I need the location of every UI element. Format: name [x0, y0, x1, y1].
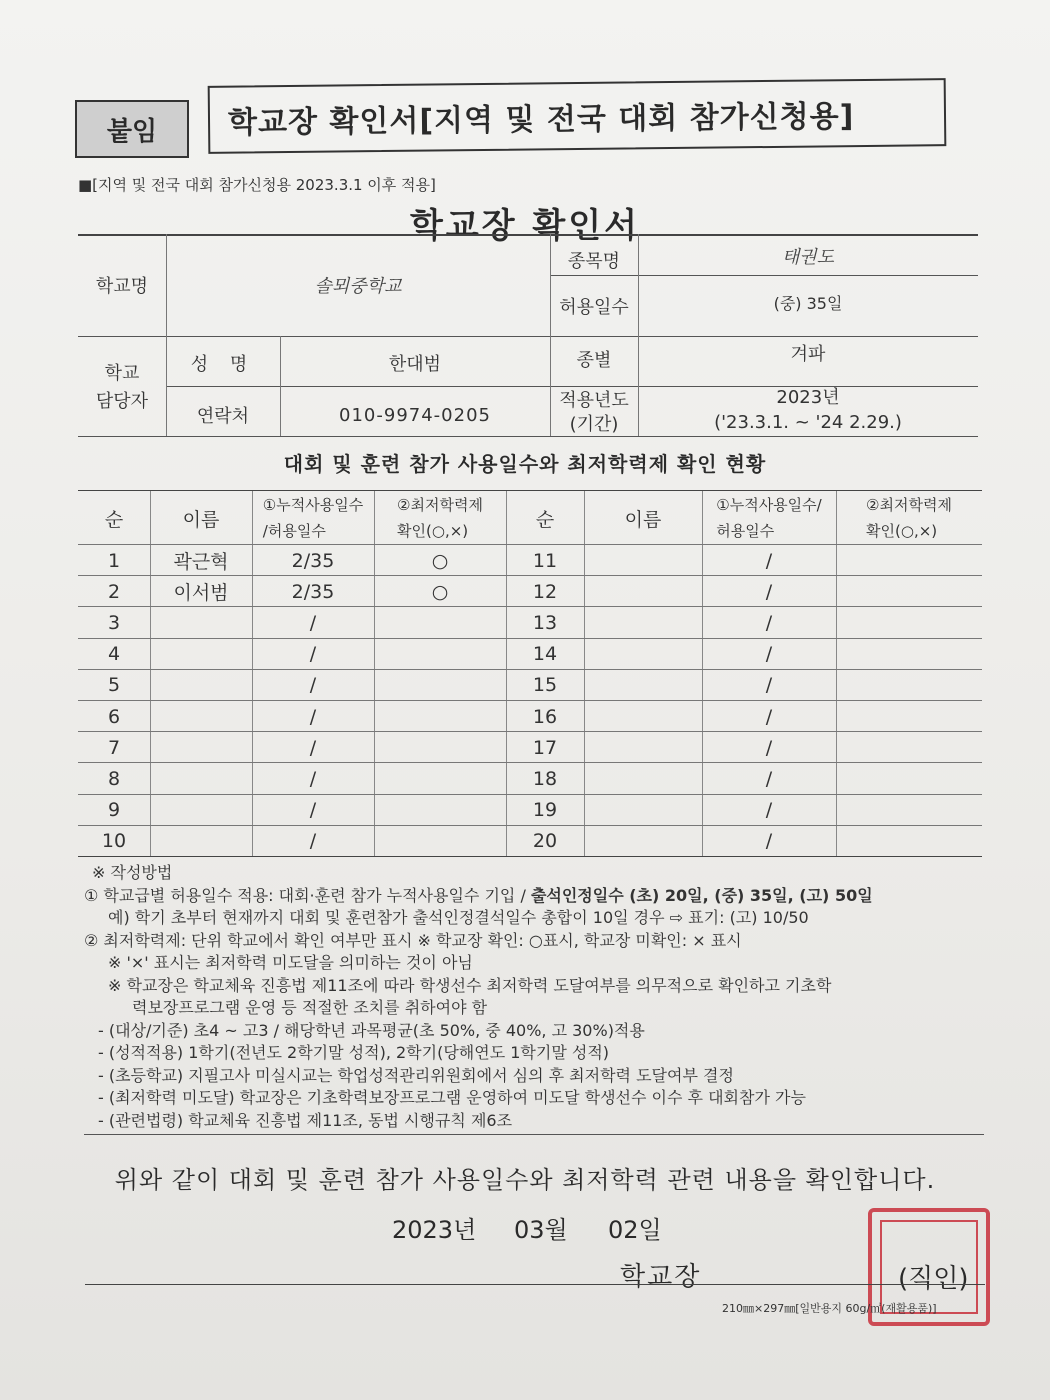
confirmation-statement: 위와 같이 대회 및 훈련 참가 사용일수와 최저학력 관련 내용을 확인합니다. [114, 1166, 936, 1194]
table-cell: / [309, 736, 317, 759]
table-cell: 11 [532, 549, 558, 572]
table-row [78, 731, 982, 763]
period-value: ('23.3.1. ~ '24 2.29.) [714, 411, 902, 433]
table-cell: 2/35 [291, 549, 335, 572]
table-cell [150, 670, 252, 701]
school-value: 솔뫼중학교 [314, 276, 402, 297]
table-cell: 19 [532, 799, 558, 822]
table-cell: 6 [107, 705, 121, 728]
table-cell: / [309, 767, 317, 790]
table-cell: 12 [532, 580, 558, 603]
table-cell [836, 732, 982, 763]
type-value: 겨파 [790, 344, 826, 365]
table-row [78, 606, 982, 638]
table-row [78, 669, 982, 701]
form-title: 학교장 확인서[지역 및 전국 대회 참가신청용] [208, 78, 947, 154]
table-cell [374, 701, 506, 732]
table-row [78, 825, 982, 857]
table-cell: ○ [431, 580, 449, 603]
table-row [78, 638, 982, 670]
table-cell [836, 639, 982, 670]
table-cell: 이서범 [173, 582, 229, 605]
table-cell [150, 732, 252, 763]
table-cell: / [765, 674, 773, 697]
table-row [78, 762, 982, 794]
detail-4: - (최저학력 미도달) 학교장은 기초학력보장프로그램 운영하여 미도달 학생선수 이수 후 대회참가 가능 [98, 1088, 806, 1107]
table-cell: 7 [107, 736, 121, 759]
attachment-tag: 붙임 [75, 100, 189, 158]
detail-3: - (초등학교) 지필고사 미실시교는 학업성적관리위원회에서 심의 후 최저학력 도달여부 결정 [98, 1065, 734, 1085]
table-cell [150, 826, 252, 857]
table-cell: / [765, 767, 773, 790]
table-cell [584, 639, 702, 670]
table-cell [584, 795, 702, 826]
detail-2: - (성적적용) 1학기(전년도 2학기말 성적), 2학기(당해연도 1학기말 성적) [98, 1043, 610, 1062]
page-title: 학교장 확인서 [410, 206, 640, 246]
table-cell [584, 545, 702, 576]
note-1-text: ① 학교급별 허용일수 적용: 대회·훈련 참가 누적사용일수 기입 / [84, 885, 531, 905]
header-cell: ①누적사용일수 /허용일수 [262, 496, 364, 540]
table-cell [374, 826, 506, 857]
table-cell: / [309, 611, 317, 634]
table-cell: 18 [532, 767, 558, 790]
type-label: 종별 [576, 350, 612, 371]
seal-label: (직인) [898, 1264, 969, 1294]
table-cell: / [765, 705, 773, 728]
table-cell: / [309, 643, 317, 666]
table-cell: / [765, 830, 773, 853]
table-cell: / [765, 643, 773, 666]
table-cell [374, 670, 506, 701]
table-cell [836, 576, 982, 607]
contact-value: 010-9974-0205 [339, 404, 491, 426]
header-cell: 순 [104, 508, 124, 531]
table-header-row [78, 490, 982, 545]
table-cell: 14 [532, 643, 558, 666]
header-cell: ①누적사용일수/ 허용일수 [716, 496, 822, 540]
event-value: 태권도 [781, 247, 835, 268]
table-cell: 17 [532, 736, 558, 759]
table-cell [836, 763, 982, 794]
table-cell [150, 763, 252, 794]
table-cell: ○ [431, 549, 449, 572]
note-1-bold: 출석인정일수 (초) 20일, (중) 35일, (고) 50일 [530, 885, 873, 905]
table-cell: / [765, 611, 773, 634]
table-cell [150, 701, 252, 732]
table-cell [836, 670, 982, 701]
table-cell: 9 [107, 799, 121, 822]
table-cell [374, 607, 506, 638]
manager-name: 한대범 [388, 354, 442, 375]
principal-label: 학교장 [620, 1262, 702, 1292]
manager-label: 학교 담당자 [95, 363, 149, 412]
table-cell [150, 639, 252, 670]
table-cell [836, 545, 982, 576]
table-row [78, 575, 982, 607]
event-label: 종목명 [567, 251, 621, 272]
year-value: 2023년 [776, 387, 840, 408]
table-cell [584, 826, 702, 857]
note-4b: 력보장프로그램 운영 등 적절한 조치를 취하여야 함 [132, 998, 488, 1017]
table-cell: / [309, 799, 317, 822]
date-year: 2023년 [392, 1216, 477, 1244]
table-cell: 3 [107, 611, 121, 634]
table-cell: / [765, 799, 773, 822]
header-cell: 순 [535, 508, 555, 531]
table-cell: / [765, 736, 773, 759]
table-cell: 20 [532, 830, 558, 853]
form-subnote: ■[지역 및 전국 대회 참가신청용 2023.3.1 이후 적용] [78, 176, 436, 194]
table-cell: 13 [532, 611, 558, 634]
table-cell [584, 670, 702, 701]
table-cell [584, 576, 702, 607]
header-cell: 이름 [182, 508, 220, 531]
date-month: 03월 [514, 1216, 568, 1244]
table-cell [374, 732, 506, 763]
table-cell: 10 [101, 830, 127, 853]
school-label: 학교명 [95, 276, 149, 297]
allowed-days-label: 허용일수 [559, 297, 629, 318]
allowed-days-value: (중) 35일 [773, 293, 843, 313]
note-4a: ※ 학교장은 학교체육 진흥법 제11조에 따라 학생선수 최저학력 도달여부를 의무적으로 확인하고 기초학 [108, 975, 832, 995]
year-label: 적용년도 (기간) [559, 390, 629, 435]
table-cell: / [765, 580, 773, 603]
table-cell: 2 [107, 580, 121, 603]
note-1-example: 예) 학기 초부터 현재까지 대회 및 훈련참가 출석인정결석일수 총합이 10일 경우 ⇨ 표기: (고) 10/50 [108, 908, 809, 927]
table-cell [584, 763, 702, 794]
date-day: 02일 [608, 1216, 662, 1244]
table-row [78, 544, 982, 576]
table-row [78, 794, 982, 826]
table-cell [584, 732, 702, 763]
table-cell [836, 795, 982, 826]
section-title: 대회 및 훈련 참가 사용일수와 최저학력제 확인 현황 [283, 452, 767, 476]
table-cell [836, 607, 982, 638]
table-cell: / [309, 674, 317, 697]
table-cell: / [309, 705, 317, 728]
table-cell [374, 795, 506, 826]
table-cell [584, 607, 702, 638]
contact-label: 연락처 [196, 406, 250, 427]
name-label: 성 명 [190, 354, 256, 375]
table-cell [150, 607, 252, 638]
note-1 [84, 885, 984, 908]
table-cell [836, 701, 982, 732]
table-cell: 1 [107, 549, 121, 572]
table-cell: / [765, 549, 773, 572]
table-cell: / [309, 830, 317, 853]
table-cell: 2/35 [291, 580, 335, 603]
paper-spec: 210㎜×297㎜[일반용지 60g/㎡(재활용품)] [722, 1302, 937, 1315]
table-cell [374, 639, 506, 670]
table-cell [836, 826, 982, 857]
notes-heading: ※ 작성방법 [92, 863, 173, 882]
table-cell: 곽근혁 [173, 551, 229, 574]
table-cell: 15 [532, 674, 558, 697]
note-2: ② 최저학력제: 단위 학교에서 확인 여부만 표시 ※ 학교장 확인: ○표시, 학교장 미확인: × 표시 [84, 930, 742, 950]
instructions [84, 862, 984, 1132]
table-cell: 16 [532, 705, 558, 728]
note-3: ※ '×' 표시는 최저학력 미도달을 의미하는 것이 아님 [108, 953, 473, 972]
header-cell: ②최저학력제 확인(○,×) [397, 496, 483, 540]
header-cell: 이름 [624, 508, 662, 531]
table-cell [150, 795, 252, 826]
detail-1: - (대상/기준) 초4 ~ 고3 / 해당학년 과목평균(초 50%, 중 40%, 고 30%)적용 [98, 1020, 645, 1040]
table-cell [584, 701, 702, 732]
detail-5: - (관련법령) 학교체육 진흥법 제11조, 동법 시행규칙 제6조 [98, 1110, 513, 1130]
table-cell: 8 [107, 767, 121, 790]
table-row [78, 700, 982, 732]
header-cell: ②최저학력제 확인(○,×) [866, 496, 952, 540]
table-cell: 4 [107, 643, 121, 666]
table-cell [374, 763, 506, 794]
table-cell: 5 [107, 674, 121, 697]
